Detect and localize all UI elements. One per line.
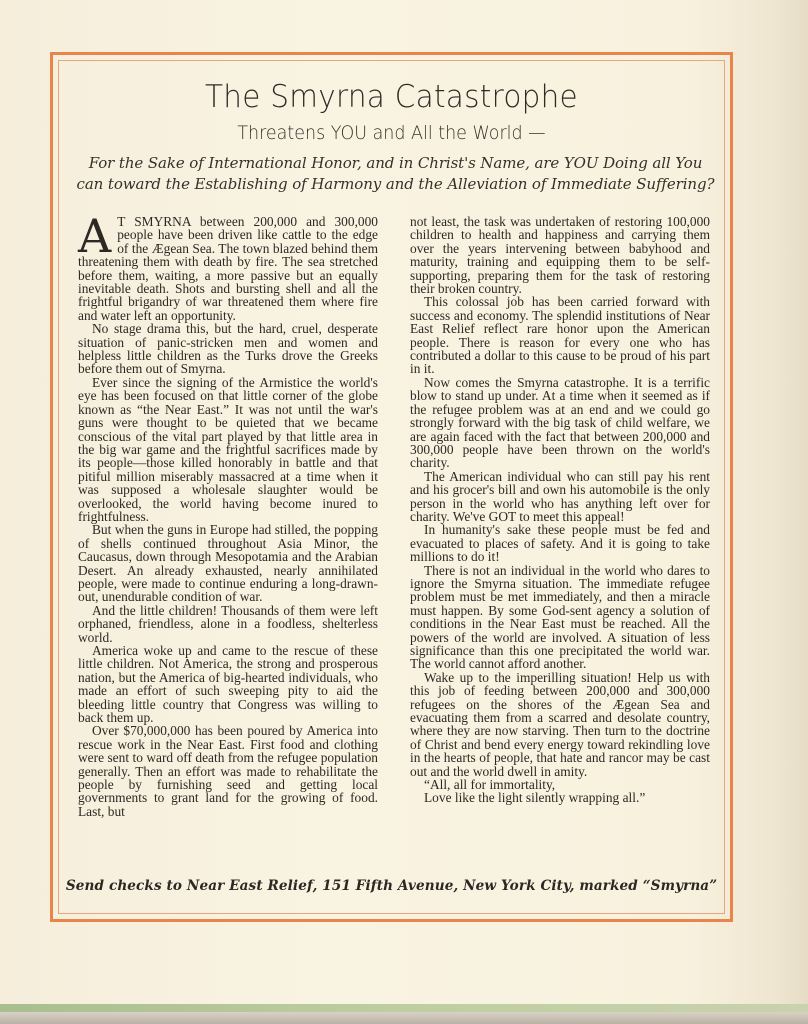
- donation-instructions: Send checks to Near East Relief, 151 Fifth Avenue, New York City, marked “Smyrna”: [65, 878, 718, 894]
- page-border-outer: [50, 52, 733, 922]
- article-body: [78, 209, 710, 819]
- paragraph: No stage drama this, but the hard, cruel, desperate situation of panic-stricken men and women and helpless little children as the Turks drove the Greeks before them out of Smyrna.: [78, 321, 378, 377]
- paragraph: Over $70,000,000 has been poured by America into rescue work in the Near East. First food and clothing were sent to ward off death from the refugee population generally. Then an effort was made to rehabilitate the people by furnishing seed and getting local governments to grant land for the growing of food. Last, but: [78, 723, 378, 819]
- article-subtitle: Threatens YOU and All the World —: [237, 122, 546, 144]
- paragraph: In humanity's sake these people must be fed and evacuated to places of safety. And it is going to take millions to do it!: [410, 522, 710, 565]
- page-edge-strip: [0, 1004, 808, 1012]
- paragraph: The American individual who can still pay his rent and his grocer's bill and own his automobile is the only person in the world who has anything left over for charity. We've GOT to meet this appeal!: [410, 468, 710, 524]
- paragraph: A T SMYRNA between 200,000 and 300,000 people have been driven like cattle to the edge of the Ægean Sea. The town blazed behind them threatening them with death by fire. The sea stretched before them, waiting, a more passive but an equally inevitable death. Shots and bursting shell and all the frightful brigandry of war threatened them where fire and water left an opportunity.: [78, 209, 378, 323]
- drop-cap: A: [78, 209, 112, 263]
- paragraph: Wake up to the imperilling situation! Help us with this job of feeding between 200,000 and 300,000 refugees on the shores of the Ægean Sea and evacuating them from a scarred and desolate country, where they are now starving. Then turn to the doctrine of Christ and bend every energy toward rekindling love in the hearts of people, that hate and rancor may be cast out and the world dwell in amity.: [410, 669, 710, 779]
- verse-line: “All, all for immortality,: [424, 777, 556, 793]
- page-bottom-edge: [0, 1012, 808, 1024]
- verse-line: Love like the light silently wrapping all.”: [424, 790, 646, 806]
- article-title: The Smyrna Catastrophe: [205, 79, 578, 115]
- paragraph: not least, the task was undertaken of restoring 100,000 children to health and happiness and carrying them over the years intervening between babyhood and maturity, training and equipping them to be self-supporting, preparing them for the task of restoring their broken country.: [410, 214, 710, 297]
- column-left: [78, 209, 378, 819]
- paragraph: And the little children! Thousands of them were left orphaned, friendless, alone in a foodless, shelterless world.: [78, 602, 378, 645]
- paragraph: Now comes the Smyrna catastrophe. It is a terrific blow to stand up under. At a time when it seemed as if the refugee problem was at an end and we could go strongly forward with the big task of child welfare, we are again faced with the fact that between 200,000 and 300,000 people have been thrown on the world's charity.: [410, 374, 710, 471]
- paragraph: America woke up and came to the rescue of these little children. Not America, the strong and prosperous nation, but the America of big-hearted individuals, who made an effort of such sweeping pity to aid the bleeding little country that Congress was willing to back them up.: [78, 643, 378, 726]
- paragraph: There is not an individual in the world who dares to ignore the Smyrna situation. The immediate refugee problem must be met immediately, and then a miracle must happen. By some God-sent agency a solution of conditions in the Near East must be reached. All the powers of the world are involved. A situation of less significance than this one precipitated the world war. The world cannot afford another.: [410, 562, 710, 672]
- column-right: [410, 215, 710, 818]
- paragraph: Ever since the signing of the Armistice the world's eye has been focused on that little corner of the globe known as “the Near East.” It was not until the war's guns were thought to be quieted that we became conscious of the vital part played by that little area in the big war game and the frightful sacrifices made by its people—those killed honorably in battle and that pitiful million miserably massacred at a time when it was supposed a wholesale slaughter would be overlooked, the world having become inured to frightfulness.: [78, 374, 378, 524]
- paragraph: But when the guns in Europe had stilled, the popping of shells continued throughout Asia Minor, the Caucasus, down through Mesopotamia and the Arabian Desert. An already exhausted, nearly annihilated people, were made to continue enduring a long-drawn-out, unendurable condition of war.: [78, 522, 378, 605]
- paragraph: This colossal job has been carried forward with success and economy. The splendid institutions of Near East Relief reflect rare honor upon the American people. There is reason for every one who has contributed a dollar to this cause to be proud of his part in it.: [410, 294, 710, 377]
- article-lede: For the Sake of International Honor, and in Christ's Name, are YOU Doing all You can toward the Establishing of Harmony and the Alleviation of Immediate Suffering?: [76, 154, 715, 193]
